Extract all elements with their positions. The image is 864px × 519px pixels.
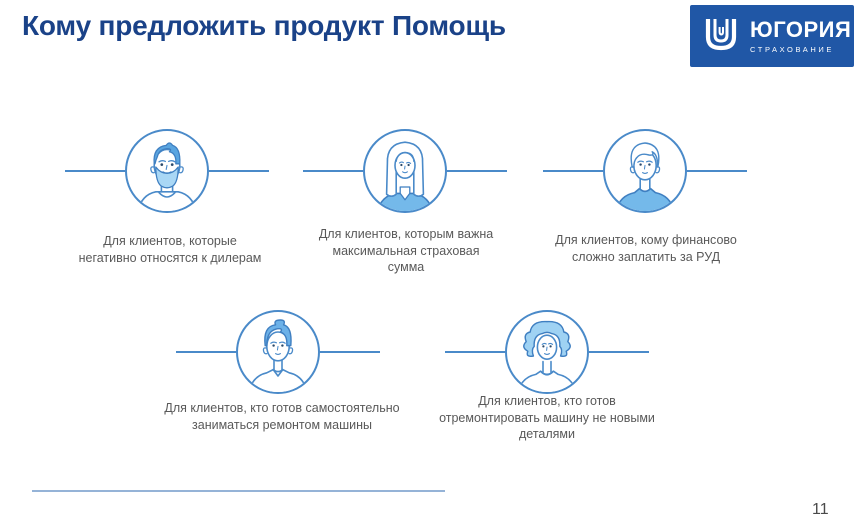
connector-line-right — [589, 351, 649, 353]
caption-line: Для клиентов, которые — [103, 234, 237, 248]
man-pompadour-avatar-icon — [238, 312, 318, 392]
footer-divider-line — [32, 490, 445, 492]
persona-circle-5 — [505, 310, 589, 394]
connector-line-left — [445, 351, 505, 353]
persona-figure-2 — [303, 129, 507, 213]
persona-caption-5 — [407, 393, 687, 443]
connector-line-right — [447, 170, 507, 172]
woman-long-hair-avatar-icon — [365, 131, 445, 211]
persona-caption-3 — [516, 232, 776, 265]
caption-line: максимальная страховая — [332, 243, 480, 258]
caption-line: сложно заплатить за РУД — [571, 249, 721, 264]
persona-figure-4 — [176, 310, 380, 394]
connector-line-right — [320, 351, 380, 353]
caption-line: Для клиентов, которым важна — [318, 227, 494, 241]
persona-circle-4 — [236, 310, 320, 394]
caption-line: заниматься ремонтом машины — [192, 417, 372, 432]
connector-line-left — [176, 351, 236, 353]
man-with-beard-avatar-icon — [127, 131, 207, 211]
company-logo — [690, 5, 854, 67]
connector-line-left — [543, 170, 603, 172]
persona-circle-1 — [125, 129, 209, 213]
persona-circle-2 — [363, 129, 447, 213]
young-man-avatar-icon — [605, 131, 685, 211]
logo-text-block — [750, 16, 852, 54]
caption-line: Для клиентов, кому финансово — [555, 233, 737, 247]
caption-line: негативно относятся к дилерам — [78, 250, 262, 265]
connector-line-left — [303, 170, 363, 172]
persona-figure-3 — [543, 129, 747, 213]
caption-line: Для клиентов, кто готов самостоятельно — [164, 401, 400, 415]
logo-brand-name: ЮГОРИЯ — [750, 16, 852, 42]
caption-line: деталями — [518, 427, 575, 441]
caption-line: отремонтировать машину не новыми — [439, 410, 655, 425]
ugoria-nested-u-icon — [701, 14, 741, 59]
persona-figure-5 — [445, 310, 649, 394]
connector-line-right — [209, 170, 269, 172]
woman-curly-hair-avatar-icon — [507, 312, 587, 392]
connector-line-left — [65, 170, 125, 172]
page-title: Кому предложить продукт Помощь — [22, 10, 506, 41]
page-number: 11 — [812, 501, 829, 518]
persona-caption-4 — [132, 400, 432, 433]
persona-caption-1 — [50, 233, 290, 266]
persona-figure-1 — [65, 129, 269, 213]
logo-tagline: СТРАХОВАНИЕ — [750, 44, 835, 54]
caption-line: Для клиентов, кто готов — [478, 394, 616, 408]
persona-circle-3 — [603, 129, 687, 213]
persona-caption-2 — [286, 226, 526, 276]
connector-line-right — [687, 170, 747, 172]
caption-line: сумма — [387, 260, 425, 274]
